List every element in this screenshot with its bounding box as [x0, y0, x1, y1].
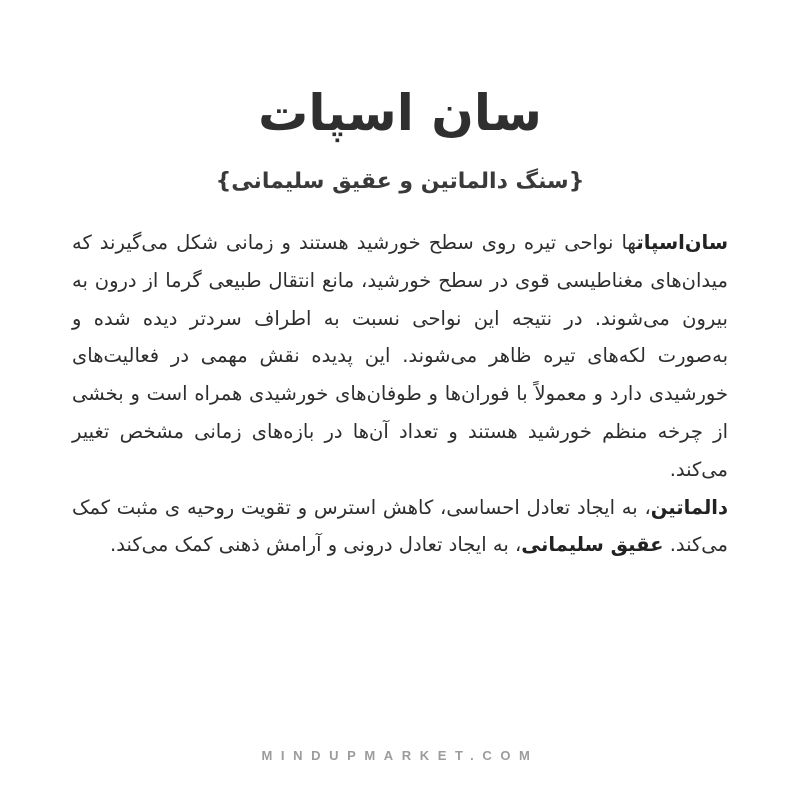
term-sunspots: سان‌اسپات [636, 231, 728, 254]
paragraph-sunspots-text: ها نواحی تیره روی سطح خورشید هستند و زمانی شکل می‌گیرند که میدان‌های مغناطیسی قوی در سطح خورشید، مانع انتقال طبیعی گرما از درون به بیرون می‌شوند. در نتیجه این نواحی نسبت به اطراف سردتر دیده شده و به‌صورت لکه‌های تیره ظاهر می‌شوند. این پدیده نقش مهمی در فعالیت‌های خورشیدی دارد و معمولاً با فوران‌ها و طوفان‌های خورشیدی همراه است و بخشی از چرخه منظم خورشید هستند و تعداد آن‌ها در بازه‌های زمانی مشخص تغییر می‌کند. [72, 231, 728, 481]
body-text [72, 224, 728, 564]
paragraph-stones [72, 489, 728, 565]
paragraph-dalmatian-text: ، به ایجاد تعادل احساسی، کاهش استرس و تقویت روحیه ی مثبت کمک می‌کند. [72, 495, 728, 557]
page-title: سان اسپات [258, 84, 542, 142]
footer-website: MINDUPMARKET.COM [261, 748, 539, 763]
page-subtitle: {سنگ دالماتین و عقیق سلیمانی} [215, 169, 585, 194]
paragraph-agate-text: ، به ایجاد تعادل درونی و آرامش ذهنی کمک می‌کند. [110, 533, 522, 557]
term-agate: عقیق سلیمانی [521, 533, 664, 557]
term-dalmatian: دالماتین [650, 495, 728, 519]
paragraph-sunspots [72, 224, 728, 489]
